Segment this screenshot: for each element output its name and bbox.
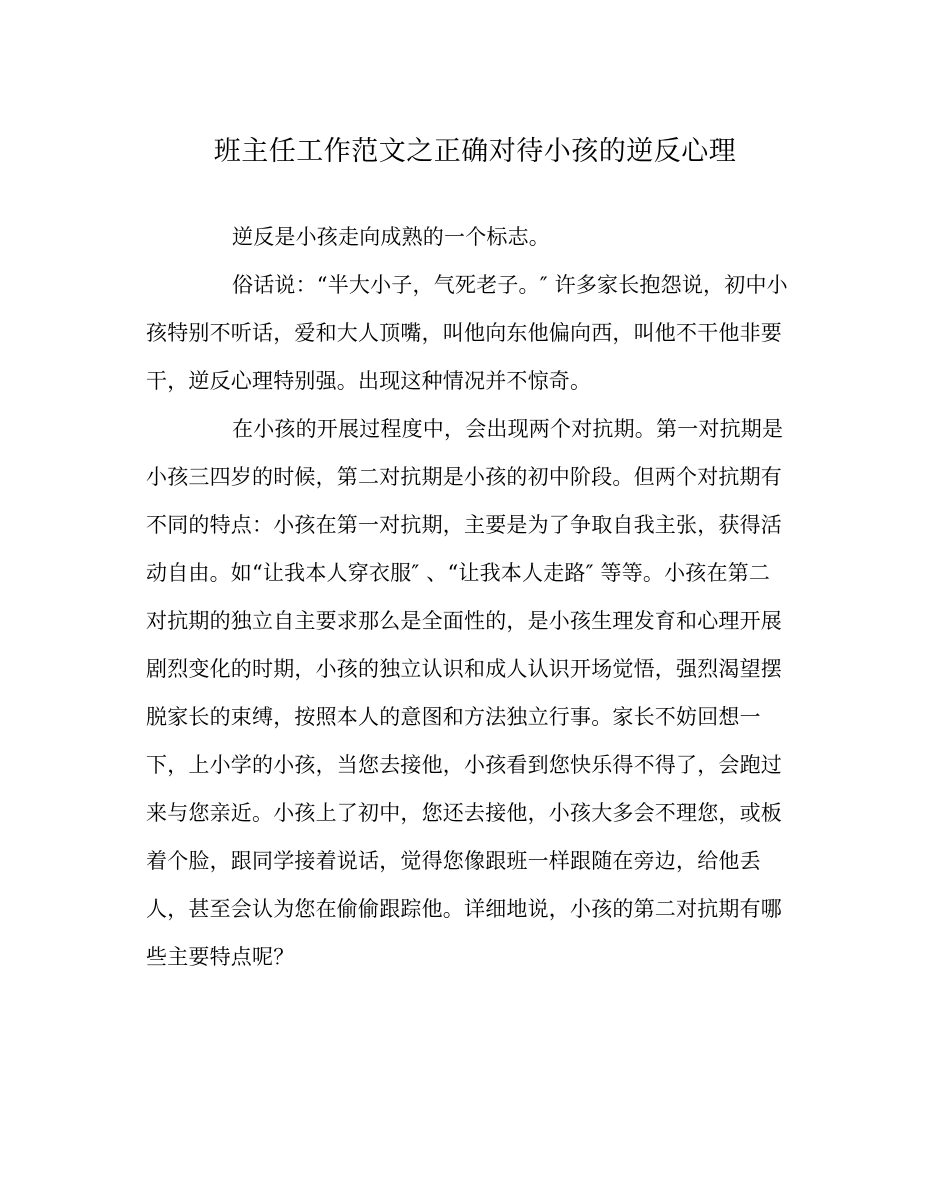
paragraph-line: 小孩三四岁的时候，第二对抗期是小孩的初中阶段。但两个对抗期有	[146, 465, 782, 489]
paragraph-line: 着个脸，跟同学接着说话，觉得您像跟班一样跟随在旁边，给他丢	[146, 849, 761, 873]
paragraph-line: 在小孩的开展过程度中，会出现两个对抗期。第一对抗期是	[232, 417, 784, 441]
paragraph-line: 逆反是小孩走向成熟的一个标志。	[232, 225, 550, 249]
paragraph-line: 脱家长的束缚，按照本人的意图和方法独立行事。家长不妨回想一	[146, 705, 761, 729]
paragraph-line: 剧烈变化的时期，小孩的独立认识和成人认识开场觉悟，强烈渴望摆	[146, 657, 782, 681]
paragraph-line: 俗话说：“半大小子，气死老子。″ 许多家长抱怨说，初中小	[232, 273, 788, 297]
paragraph-line: 人，甚至会认为您在偷偷跟踪他。详细地说，小孩的第二对抗期有哪	[146, 897, 782, 921]
paragraph-line: 下，上小学的小孩，当您去接他，小孩看到您快乐得不得了，会跑过	[146, 753, 782, 777]
paragraph-line: 对抗期的独立自主要求那么是全面性的，是小孩生理发育和心理开展	[146, 609, 782, 633]
paragraph-line: 些主要特点呢？	[146, 945, 295, 969]
paragraph-line: 动自由。如“让我本人穿衣服″ 、“让我本人走路″ 等等。小孩在第二	[146, 561, 771, 585]
paragraph-line: 孩特别不听话，爱和大人顶嘴，叫他向东他偏向西，叫他不干他非要	[146, 321, 782, 345]
document-title: 班主任工作范文之正确对待小孩的逆反心理	[213, 136, 737, 167]
paragraph-line: 来与您亲近。小孩上了初中，您还去接他，小孩大多会不理您，或板	[146, 801, 782, 825]
paragraph-line: 干，逆反心理特别强。出现这种情况并不惊奇。	[146, 369, 592, 393]
paragraph-line: 不同的特点：小孩在第一对抗期，主要是为了争取自我主张，获得活	[146, 513, 782, 537]
